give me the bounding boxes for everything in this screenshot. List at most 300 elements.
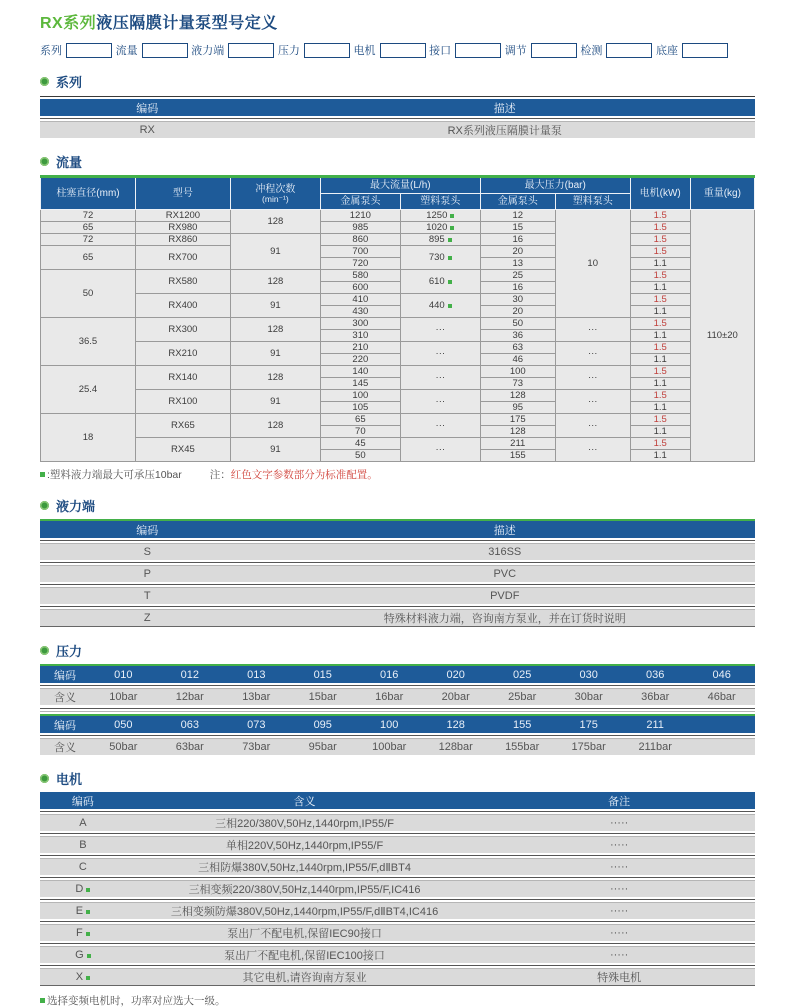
flow-table-note: [40, 467, 755, 482]
flow-cell: 95: [480, 402, 555, 414]
flow-cell: 1.1: [630, 330, 690, 342]
flow-table: [40, 175, 755, 462]
model-field-label: 压力: [277, 45, 300, 57]
pressure-table: [40, 714, 755, 755]
pressure-meaning-value: 16bar: [375, 691, 404, 703]
section-title-flow: 流量: [56, 155, 83, 170]
flow-cell: 46: [480, 354, 555, 366]
fluid-end-data-row: [40, 566, 755, 582]
series-table: [40, 96, 755, 138]
flow-table-row: [41, 414, 755, 426]
fluid-end-code-value: T: [143, 590, 151, 602]
flow-note-label: 注：: [209, 469, 231, 481]
section-bullet-icon: [40, 157, 49, 166]
model-field-box: [606, 43, 652, 58]
pressure-meaning-value: 36bar: [641, 691, 670, 703]
green-square-marker-icon: [40, 472, 45, 477]
motor-data-row: [40, 815, 755, 831]
flow-subheader-metal: 金属泵头: [320, 194, 400, 210]
flow-cell: 1.5: [630, 390, 690, 402]
model-field-label: 接口: [429, 45, 452, 57]
flow-cell: 1.1: [630, 402, 690, 414]
section-header-flow: [40, 154, 755, 169]
flow-note-standard: 红色文字参数部分为标准配置。: [230, 469, 378, 481]
flow-header-strokes: [230, 177, 320, 210]
flow-cell: 1.1: [630, 282, 690, 294]
model-field-label: 流量: [115, 45, 138, 57]
flow-table-body: [41, 210, 755, 462]
motor-code-value: B: [79, 839, 87, 851]
model-field-label: 液力端: [191, 45, 225, 57]
flow-cell: 1.1: [630, 378, 690, 390]
flow-table-row: [41, 294, 755, 306]
series-table-header-row: [40, 99, 755, 116]
separator: [40, 853, 755, 859]
separator: [40, 560, 755, 566]
table-bottom-line: [40, 626, 755, 627]
model-field-box: [531, 43, 577, 58]
flow-cell: 50: [480, 318, 555, 330]
fluid-end-data-row: [40, 544, 755, 560]
motor-code-value: D: [40, 883, 126, 895]
flow-cell: 220: [320, 354, 400, 366]
pressure-code-value: 012: [180, 668, 199, 681]
flow-cell: 1.5: [630, 246, 690, 258]
flow-cell: 70: [320, 426, 400, 438]
separator: [40, 809, 755, 815]
flow-cell: 128: [230, 270, 320, 294]
flow-header-weight: 重量(kg): [690, 177, 754, 210]
separator: [40, 116, 755, 122]
flow-cell: 175: [480, 414, 555, 426]
separator: [40, 705, 755, 714]
flow-cell: 73: [480, 378, 555, 390]
pressure-code-row: [40, 664, 755, 683]
flow-cell: 16: [480, 282, 555, 294]
flow-cell: 65: [41, 246, 136, 270]
pressure-tables: [40, 664, 755, 755]
flow-cell: 1.5: [630, 270, 690, 282]
flow-cell: 18: [41, 414, 136, 462]
fluid-end-code-value: Z: [143, 612, 151, 624]
motor-code-value: F: [40, 927, 126, 939]
pressure-code-value: 046: [712, 668, 731, 681]
pressure-meaning-value: 155bar: [505, 741, 540, 753]
model-field-label: 电机: [353, 45, 376, 57]
motor-data-row: [40, 903, 755, 919]
flow-cell: 36.5: [41, 318, 136, 366]
flow-cell: 310: [320, 330, 400, 342]
model-field: [116, 42, 188, 58]
flow-cell: 91: [230, 390, 320, 414]
series-desc-value: RX系列液压隔膜计量泵: [447, 125, 562, 137]
fluid-end-header-code: 编码: [136, 524, 159, 537]
flow-cell: 30: [480, 294, 555, 306]
motor-remark-value: ·····: [609, 817, 629, 829]
pressure-code-value: 036: [645, 668, 665, 681]
flow-cell: 63: [480, 342, 555, 354]
section-title-motor: 电机: [56, 772, 83, 787]
pressure-meaning-value: 13bar: [242, 691, 271, 703]
flow-cell: 1.5: [630, 210, 690, 222]
motor-code-value: G: [40, 949, 126, 961]
flow-cell: 1.5: [630, 318, 690, 330]
model-field-box: [304, 43, 350, 58]
flow-cell: RX300: [135, 318, 230, 342]
flow-cell: 110±20: [690, 210, 754, 462]
section-header-fluid-end: [40, 498, 755, 513]
pressure-code-value: 015: [313, 668, 332, 681]
green-square-marker-icon: [86, 976, 90, 980]
flow-cell: 1.1: [630, 354, 690, 366]
motor-header-meaning: 含义: [293, 795, 316, 808]
separator: [40, 733, 755, 739]
flow-cell: 50: [41, 270, 136, 318]
flow-header-strokes-unit: (min⁻¹): [262, 193, 289, 204]
flow-cell: ···: [400, 390, 480, 414]
motor-remark-value: ·····: [609, 949, 629, 961]
motor-table: [40, 792, 755, 986]
fluid-end-data-row: [40, 588, 755, 604]
motor-remark-value: ·····: [609, 927, 629, 939]
flow-cell: 1.5: [630, 294, 690, 306]
pressure-code-value: 050: [114, 718, 133, 731]
flow-cell: 91: [230, 438, 320, 462]
fluid-end-data-row: [40, 610, 755, 626]
pressure-meaning-label: 含义: [54, 742, 77, 754]
flow-cell: RX700: [135, 246, 230, 270]
pressure-meaning-value: 100bar: [372, 741, 407, 753]
flow-cell: 36: [480, 330, 555, 342]
pressure-meaning-value: 175bar: [571, 741, 606, 753]
page-title: [40, 10, 755, 33]
table-bottom-line: [40, 985, 755, 986]
separator: [40, 963, 755, 969]
green-square-marker-icon: [450, 226, 454, 230]
flow-table-row: [41, 366, 755, 378]
flow-cell: 45: [320, 438, 400, 450]
flow-cell: 105: [320, 402, 400, 414]
pressure-meaning-label: 含义: [54, 692, 77, 704]
flow-cell: RX65: [135, 414, 230, 438]
fluid-end-desc-value: 特殊材料液力端，咨询南方泵业，并在订货时说明: [383, 613, 626, 625]
series-table-data-row: [40, 122, 755, 138]
pressure-meaning-value: 50bar: [109, 741, 138, 753]
flow-cell: 100: [480, 366, 555, 378]
flow-cell: 1.5: [630, 222, 690, 234]
pressure-meaning-row: [40, 739, 755, 755]
green-square-marker-icon: [86, 932, 90, 936]
flow-cell: ···: [400, 414, 480, 438]
pressure-code-value: 020: [446, 668, 465, 681]
flow-cell: 145: [320, 378, 400, 390]
motor-meaning-value: 三相变频220/380V,50Hz,1440rpm,IP55/F,IC416: [188, 884, 421, 896]
flow-cell: ···: [555, 318, 630, 342]
separator: [40, 941, 755, 947]
flow-table-row: [41, 270, 755, 282]
green-square-marker-icon: [448, 238, 452, 242]
flow-cell: 211: [480, 438, 555, 450]
flow-cell: ···: [555, 438, 630, 462]
flow-cell: ···: [400, 438, 480, 462]
flow-cell: 91: [230, 234, 320, 270]
model-definition-row: [40, 42, 728, 58]
flow-cell: 155: [480, 450, 555, 462]
model-field-box: [380, 43, 426, 58]
flow-subheader-metal: 金属泵头: [480, 194, 555, 210]
green-square-marker-icon: [450, 214, 454, 218]
model-field-label: 底座: [656, 45, 678, 57]
separator: [40, 604, 755, 610]
flow-cell: RX45: [135, 438, 230, 462]
flow-header-diameter: 柱塞直径(mm): [41, 177, 136, 210]
flow-cell: ···: [555, 414, 630, 438]
flow-cell: 895: [400, 234, 480, 246]
green-square-marker-icon: [86, 910, 90, 914]
fluid-end-desc-value: 316SS: [488, 546, 522, 558]
fluid-end-header-desc: 描述: [493, 524, 516, 537]
green-square-marker-icon: [448, 280, 452, 284]
section-bullet-icon: [40, 774, 49, 783]
motor-code-value: C: [78, 861, 87, 873]
series-header-code: 编码: [136, 102, 159, 115]
flow-header-model: 型号: [135, 177, 230, 210]
flow-cell: 13: [480, 258, 555, 270]
model-field-box: [455, 43, 501, 58]
motor-code-value: A: [79, 817, 87, 829]
pressure-code-value: 175: [579, 718, 598, 731]
flow-header-motor: 电机(kW): [630, 177, 690, 210]
fluid-end-code-value: S: [143, 546, 151, 558]
pressure-meaning-value: 128bar: [438, 741, 473, 753]
flow-cell: 1.5: [630, 366, 690, 378]
pressure-code-value: 030: [579, 668, 598, 681]
model-field-label: 系列: [40, 45, 62, 57]
flow-cell: 700: [320, 246, 400, 258]
pressure-table: [40, 664, 755, 705]
flow-cell: ···: [555, 390, 630, 414]
flow-cell: 720: [320, 258, 400, 270]
flow-cell: 25: [480, 270, 555, 282]
model-field: [656, 42, 728, 58]
flow-cell: 128: [230, 366, 320, 390]
motor-code-value: X: [40, 971, 126, 983]
model-field: [40, 42, 112, 58]
pressure-code-value: 211: [646, 718, 664, 731]
flow-cell: 128: [230, 210, 320, 234]
motor-note: [40, 993, 755, 1008]
green-square-marker-icon: [86, 888, 90, 892]
pressure-meaning-value: 63bar: [175, 741, 204, 753]
flow-table-row: [41, 222, 755, 234]
fluid-end-desc-value: PVDF: [490, 590, 520, 602]
flow-cell: 1210: [320, 210, 400, 222]
pressure-code-value: 155: [513, 718, 532, 731]
flow-cell: RX210: [135, 342, 230, 366]
flow-cell: 20: [480, 246, 555, 258]
motor-data-row: [40, 881, 755, 897]
separator: [40, 538, 755, 544]
green-square-marker-icon: [87, 954, 91, 958]
motor-header-code: 编码: [71, 795, 94, 808]
flow-cell: 1.1: [630, 426, 690, 438]
flow-cell: 65: [320, 414, 400, 426]
separator: [40, 683, 755, 689]
flow-cell: 1.1: [630, 450, 690, 462]
series-table-topline: [40, 96, 755, 97]
flow-cell: RX100: [135, 390, 230, 414]
flow-cell: 1250: [400, 210, 480, 222]
pressure-code-value: 016: [380, 668, 399, 681]
pressure-code-value: 063: [180, 718, 199, 731]
flow-cell: 50: [320, 450, 400, 462]
pressure-code-value: 128: [446, 718, 465, 731]
flow-cell: 730: [400, 246, 480, 270]
flow-table-row: [41, 234, 755, 246]
motor-remark-value: ·····: [609, 883, 629, 895]
model-field: [505, 42, 577, 58]
fluid-end-header-row: [40, 519, 755, 538]
flow-cell: 600: [320, 282, 400, 294]
flow-cell: 610: [400, 270, 480, 294]
model-field: [354, 42, 426, 58]
pressure-code-value: 013: [247, 668, 266, 681]
motor-remark-value: ·····: [609, 905, 629, 917]
pressure-meaning-value: 30bar: [574, 691, 603, 703]
green-square-marker-icon: [40, 998, 45, 1003]
green-square-marker-icon: [448, 256, 452, 260]
separator: [40, 582, 755, 588]
model-field-box: [66, 43, 112, 58]
pressure-code-value: 025: [513, 668, 532, 681]
section-header-motor: [40, 771, 755, 786]
pressure-code-value: 010: [114, 668, 133, 681]
motor-meaning-value: 三相220/380V,50Hz,1440rpm,IP55/F: [215, 818, 394, 830]
flow-cell: ···: [400, 366, 480, 390]
flow-cell: 580: [320, 270, 400, 282]
pressure-meaning-row: [40, 689, 755, 705]
flow-cell: 100: [320, 390, 400, 402]
flow-cell: 91: [230, 294, 320, 318]
motor-meaning-value: 泵出厂不配电机,保留IEC100接口: [224, 950, 385, 962]
flow-cell: 210: [320, 342, 400, 354]
section-title-series: 系列: [56, 75, 83, 90]
flow-note-plastic: :塑料液力端最大可承压10bar: [47, 469, 182, 481]
section-bullet-icon: [40, 501, 49, 510]
pressure-meaning-value: 73bar: [242, 741, 271, 753]
flow-cell: 20: [480, 306, 555, 318]
section-bullet-icon: [40, 77, 49, 86]
pressure-meaning-value: 25bar: [508, 691, 537, 703]
motor-remark-value: ·····: [609, 861, 629, 873]
pressure-meaning-value: 15bar: [308, 691, 337, 703]
flow-cell: 1.5: [630, 414, 690, 426]
model-field: [191, 42, 274, 58]
series-header-desc: 描述: [493, 102, 516, 115]
flow-cell: 430: [320, 306, 400, 318]
flow-cell: 1.5: [630, 438, 690, 450]
motor-data-row: [40, 925, 755, 941]
flow-cell: RX580: [135, 270, 230, 294]
motor-code-value: E: [40, 905, 126, 917]
title-rest: 液压隔膜计量泵型号定义: [96, 15, 278, 32]
flow-cell: 860: [320, 234, 400, 246]
section-header-pressure: [40, 643, 755, 658]
flow-cell: 1020: [400, 222, 480, 234]
flow-header-maxpressure: 最大压力(bar): [480, 177, 630, 194]
flow-cell: 300: [320, 318, 400, 330]
pressure-code-value: 100: [380, 718, 399, 731]
fluid-end-rows: [40, 538, 755, 626]
pressure-meaning-value: 211bar: [638, 741, 672, 753]
flow-cell: 1.5: [630, 342, 690, 354]
flow-table-row: [41, 438, 755, 450]
pressure-code-label: 编码: [54, 669, 77, 682]
flow-cell: RX860: [135, 234, 230, 246]
motor-meaning-value: 三相变频防爆380V,50Hz,1440rpm,IP55/F,dⅡBT4,IC416: [170, 906, 439, 918]
flow-cell: 10: [555, 210, 630, 318]
motor-remark-value: ·····: [609, 839, 629, 851]
flow-table-row: [41, 210, 755, 222]
motor-data-row: [40, 947, 755, 963]
model-field-label: 调节: [504, 45, 527, 57]
flow-cell: RX140: [135, 366, 230, 390]
flow-table-row: [41, 246, 755, 258]
section-bullet-icon: [40, 646, 49, 655]
flow-cell: 128: [230, 414, 320, 438]
flow-cell: 128: [480, 426, 555, 438]
section-header-series: [40, 74, 755, 89]
flow-header-maxflow: 最大流量(L/h): [320, 177, 480, 194]
flow-cell: 91: [230, 342, 320, 366]
motor-meaning-value: 单相220V,50Hz,1440rpm,IP55/F: [225, 840, 384, 852]
flow-cell: ···: [555, 366, 630, 390]
separator: [40, 831, 755, 837]
pressure-code-label: 编码: [54, 719, 77, 732]
fluid-end-desc-value: PVC: [493, 568, 517, 580]
flow-cell: 128: [480, 390, 555, 402]
pressure-meaning-value: 10bar: [109, 691, 138, 703]
pressure-meaning-value: 20bar: [441, 691, 470, 703]
motor-header-remark: 备注: [608, 795, 631, 808]
model-field: [429, 42, 501, 58]
section-title-pressure: 压力: [56, 644, 83, 659]
flow-table-head: [41, 177, 755, 210]
flow-cell: 1.1: [630, 306, 690, 318]
flow-cell: ···: [400, 318, 480, 342]
pressure-code-value: 095: [313, 718, 332, 731]
motor-data-row: [40, 969, 755, 985]
series-code-value: RX: [139, 124, 155, 136]
separator: [40, 875, 755, 881]
flow-subheader-plastic: 塑料泵头: [400, 194, 480, 210]
flow-cell: 72: [41, 234, 136, 246]
pressure-meaning-value: 95bar: [308, 741, 337, 753]
flow-cell: 1.5: [630, 234, 690, 246]
flow-cell: 985: [320, 222, 400, 234]
model-field: [580, 42, 652, 58]
flow-table-row: [41, 342, 755, 354]
model-field-label: 检测: [580, 45, 603, 57]
flow-header-strokes-main: 冲程次数: [255, 183, 296, 195]
fluid-end-table: [40, 519, 755, 627]
model-field-box: [228, 43, 274, 58]
flow-cell: 16: [480, 234, 555, 246]
separator: [40, 919, 755, 925]
flow-cell: ···: [400, 342, 480, 366]
model-field: [278, 42, 350, 58]
motor-table-header-row: [40, 792, 755, 809]
